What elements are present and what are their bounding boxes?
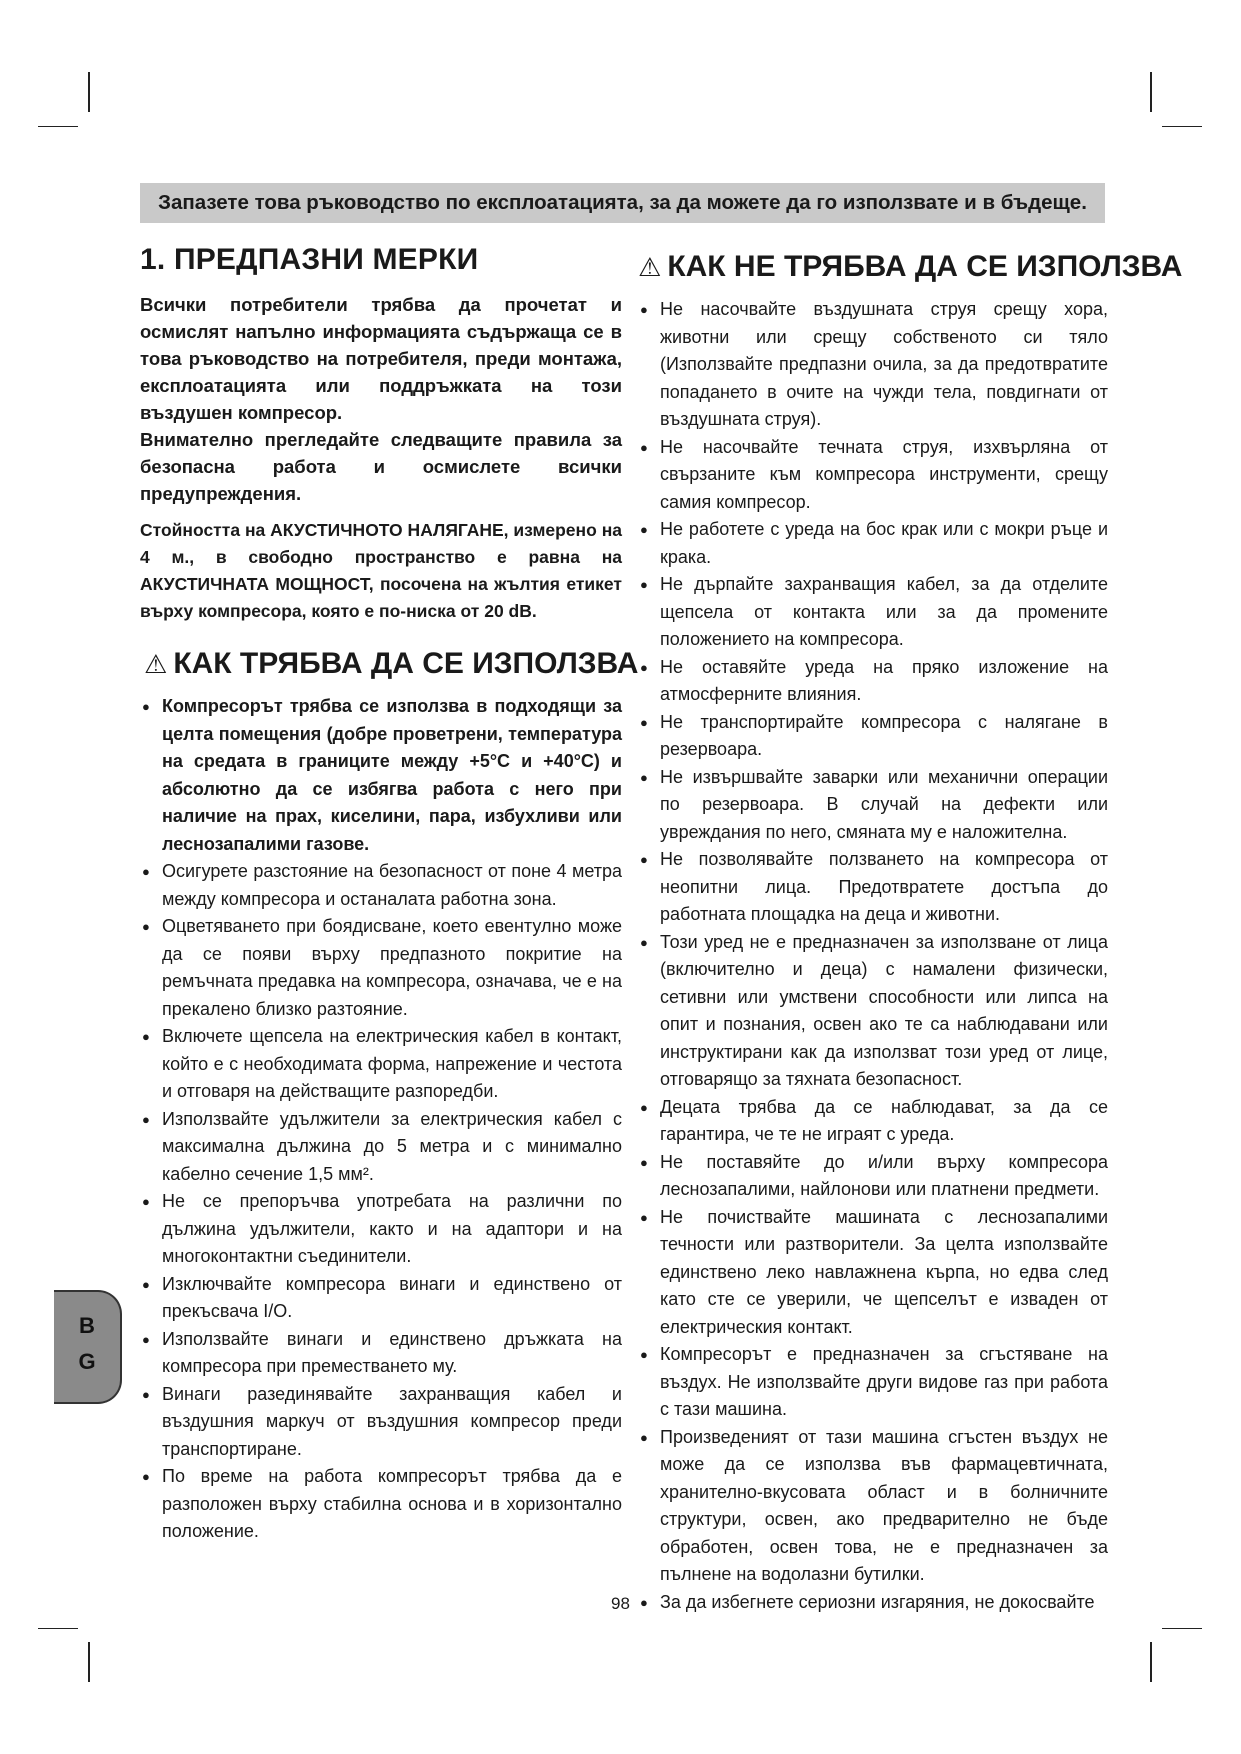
how-not-to-use-list	[638, 296, 1108, 1616]
list-item: ● Произведеният от тази машина сгъстен въздух не може да се използва във фармацевтичната, хранително-вкусовата област и в болничните структури, освен, ако предварително не бъде обработен, освен това, не е предназначен за пълнене на водолазни бутилки.	[638, 1424, 1108, 1589]
list-item: ● Не насочвайте въздушната струя срещу хора, животни или срещу собственото си тяло (Използвайте предпазни очила, за да предотвратите попадането в очите на чужди тела, повдигнати от въздушната струя).	[638, 296, 1108, 434]
language-tab-letter: G	[78, 1349, 96, 1374]
list-item: ● Използвайте удължители за електрическия кабел с максимална дължина до 5 метра и с минимално кабелно сечение 1,5 мм².	[140, 1106, 622, 1189]
language-tab-letter: B	[79, 1313, 95, 1338]
notice-banner: Запазете това ръководство по експлоатацията, за да можете да го използвате и в бъдеще.	[140, 183, 1105, 223]
how-not-to-use-heading	[638, 250, 1183, 284]
intro-paragraph: Всички потребители трябва да прочетат и осмислят напълно информацията съдържаща се в това ръководство на потребителя, преди монтажа, експлоатацията или поддръжката на този въздушен компресор.	[140, 294, 622, 423]
language-tab	[54, 1290, 122, 1404]
how-to-use-title: КАК ТРЯБВА ДА СЕ ИЗПОЛЗВА	[173, 647, 639, 680]
list-item: ● Винаги разединявайте захранващия кабел и въздушния маркуч от въздушния компресор преди транспортиране.	[140, 1381, 622, 1464]
crop-mark	[38, 126, 78, 127]
how-to-use-heading	[144, 647, 639, 681]
list-item: ● Не оставяйте уреда на пряко изложение на атмосферните влияния.	[638, 654, 1108, 709]
page-number: 98	[611, 1594, 630, 1613]
list-item: ● Осигурете разстояние на безопасност от поне 4 метра между компресора и останалата работна зона.	[140, 858, 622, 913]
list-item: ● Не работете с уреда на бос крак или с мокри ръце и крака.	[638, 516, 1108, 571]
crop-mark	[38, 1628, 78, 1629]
crop-mark	[1162, 126, 1202, 127]
list-item: ● Компресорът трябва се използва в подходящи за целта помещения (добре проветрени, температура на средата в границите между +5°C и +40°C) и абсолютно да се избягва работа с него при наличие на прах, киселини, пара, избухливи или леснозапалими газове.	[140, 693, 622, 858]
list-item: ● Този уред не е предназначен за използване от лица (включително и деца) с намалени физически, сетивни или умствени способности или липса на опит и познания, освен ако те са наблюдавани или инструктирани как да използват този уред от лице, отговарящо за тяхната безопасност.	[638, 929, 1108, 1094]
how-to-use-list	[140, 693, 622, 1546]
warning-icon: ⚠	[638, 252, 662, 282]
right-column	[638, 250, 1183, 1616]
crop-mark	[1150, 72, 1152, 112]
list-item: ● Компресорът е предназначен за сгъстяване на въздух. Не използвайте други видове газ при работа с тази машина.	[638, 1341, 1108, 1424]
list-item: ● Не насочвайте течната струя, изхвърляна от свързаните към компресора инструменти, срещу самия компресор.	[638, 434, 1108, 517]
list-item: ● Не поставяйте до и/или върху компресора леснозапалими, найлонови или платнени предмети.	[638, 1149, 1108, 1204]
list-item: ● Не позволявайте ползването на компресора от неопитни лица. Предотвратете достъпа до работната площадка на деца и животни.	[638, 846, 1108, 929]
crop-mark	[88, 72, 90, 112]
list-item: ● По време на работа компресорът трябва да е разположен върху стабилна основа и в хоризонтално положение.	[140, 1463, 622, 1546]
crop-mark	[88, 1642, 90, 1682]
list-item: ● Не дърпайте захранващия кабел, за да отделите щепсела от контакта или за да промените положението на компресора.	[638, 571, 1108, 654]
list-item: ● За да избегнете сериозни изгаряния, не докосвайте	[638, 1589, 1108, 1617]
list-item: ● Не извършвайте заварки или механични операции по резервоара. В случай на дефекти или увреждания по него, смяната му е наложителна.	[638, 764, 1108, 847]
how-not-to-use-title: КАК НЕ ТРЯБВА ДА СЕ ИЗПОЛЗВА	[667, 250, 1183, 283]
intro-paragraph: Внимателно прегледайте следващите правила за безопасна работа и осмислете всички предупреждения.	[140, 429, 622, 504]
crop-mark	[1162, 1628, 1202, 1629]
list-item: ● Не транспортирайте компресора с налягане в резервоара.	[638, 709, 1108, 764]
left-column	[140, 243, 639, 1546]
noise-paragraph: Стойността на АКУСТИЧНОТО НАЛЯГАНЕ, измерено на 4 м., в свободно пространство е равна на АКУСТИЧНАТА МОЩНОСТ, посочена на жълтия етикет върху компресора, която е по-ниска от 20 dB.	[140, 520, 622, 621]
crop-mark	[1150, 1642, 1152, 1682]
list-item: ● Включете щепсела на електрическия кабел в контакт, който е с необходимата форма, напрежение и честота и отговаря на действащите разпоредби.	[140, 1023, 622, 1106]
section-title: 1. ПРЕДПАЗНИ МЕРКИ	[140, 243, 479, 276]
list-item: ● Не се препоръчва употребата на различни по дължина удължители, както и на адаптори и на многоконтактни съединители.	[140, 1188, 622, 1271]
list-item: ● Децата трябва да се наблюдават, за да се гарантира, че те не играят с уреда.	[638, 1094, 1108, 1149]
list-item: ● Не почиствайте машината с леснозапалими течности или разтворители. За целта използвайте единствено леко навлажнена кърпа, но едва след като сте се уверили, че щепселът е изваден от електрическия контакт.	[638, 1204, 1108, 1342]
list-item: ● Оцветяването при боядисване, което евентулно може да се появи върху предпазното покритие на ремъчната предавка на компресора, означава, че е на прекалено близко разтояние.	[140, 913, 622, 1023]
warning-icon: ⚠	[144, 649, 168, 679]
list-item: ● Изключвайте компресора винаги и единствено от прекъсвача I/O.	[140, 1271, 622, 1326]
list-item: ● Използвайте винаги и единствено дръжката на компресора при преместването му.	[140, 1326, 622, 1381]
